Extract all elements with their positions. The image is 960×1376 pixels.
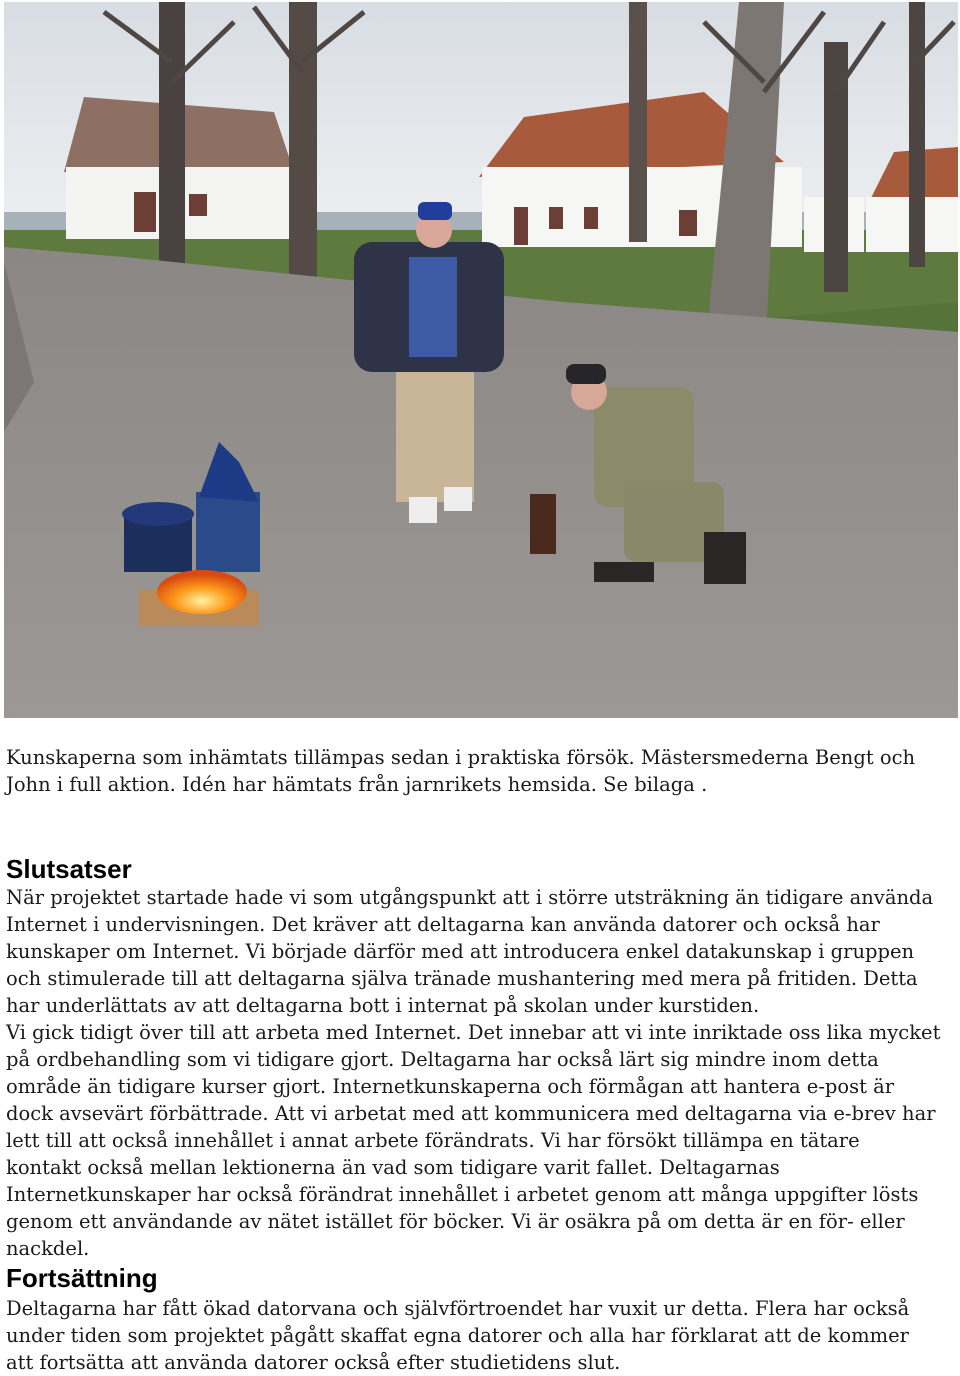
section-body-slutsatser bbox=[6, 884, 941, 1262]
photo-blacksmiths bbox=[4, 2, 958, 718]
photo-caption: Kunskaperna som inhämtats tillämpas sedan i praktiska försök. Mästersmederna Bengt och John i full aktion. Idén har hämtats från jarnrikets hemsida. Se bilaga . bbox=[6, 746, 916, 796]
section-body-fortsattning bbox=[6, 1295, 941, 1376]
section-heading-slutsatser: Slutsatser bbox=[6, 854, 132, 884]
paragraph: Vi gick tidigt över till att arbeta med Internet. Det innebar att vi inte inriktade oss lika mycket på ordbehandling som vi tidigare gjort. Deltagarna har också lärt sig mindre inom detta område än tidigare kurser gjort. Internetkunskaperna och förmågan att hantera e-post är dock avsevärt förbättrade. Att vi arbetat med att kommunicera med deltagarna via e-brev har lett till att också innehållet i annat arbete förändrats. Vi har försökt tillämpa en tätare kontakt också mellan lektionerna än vad som tidigare varit fallet. Deltagarnas Internetkunskaper har också förändrat innehållet i arbetet genom att många uppgifter lösts genom ett användande av nätet istället för böcker. Vi är osäkra på om detta är en för- eller nackdel. bbox=[6, 1021, 941, 1260]
section-heading-fortsattning: Fortsättning bbox=[6, 1263, 158, 1293]
paragraph: När projektet startade hade vi som utgångspunkt att i större utsträkning än tidigare använda Internet i undervisningen. Det kräver att deltagarna kan använda datorer och också har kunskaper om Internet. Vi började därför med att introducera enkel datakunskap i gruppen och stimulerade till att deltagarna själva tränade mushantering med mera på fritiden. Detta har underlättats av att deltagarna bott i internat på skolan under kurstiden. bbox=[6, 886, 934, 1017]
paragraph: Deltagarna har fått ökad datorvana och självförtroendet har vuxit ur detta. Flera har också under tiden som projektet pågått skaffat egna datorer och alla har förklarat att de kommer att fortsätta att använda datorer också efter studietidens slut. bbox=[6, 1297, 910, 1374]
